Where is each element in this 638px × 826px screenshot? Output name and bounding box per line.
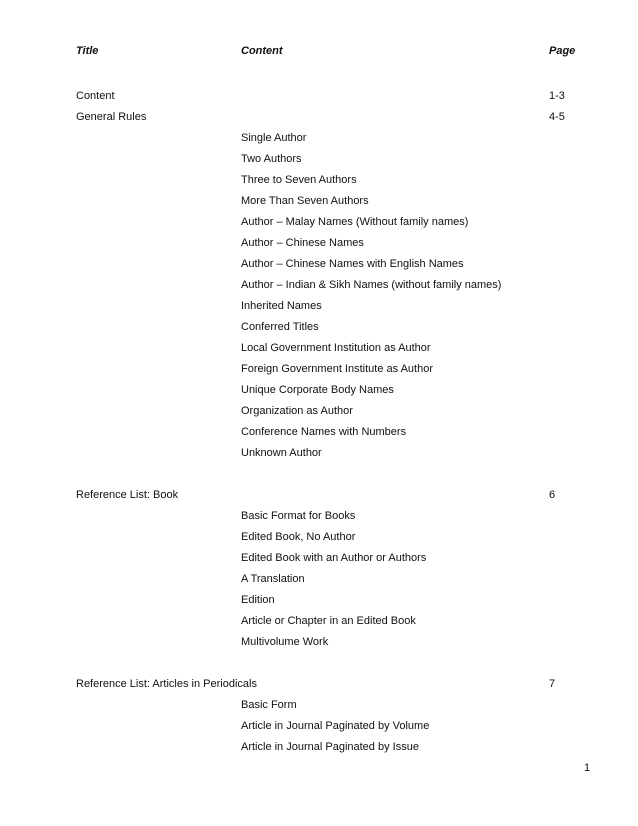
content-row bbox=[0, 380, 638, 401]
table-of-contents bbox=[0, 86, 638, 758]
content-item: Unknown Author bbox=[241, 447, 322, 459]
content-row bbox=[0, 296, 638, 317]
content-row bbox=[0, 632, 638, 653]
content-item: Organization as Author bbox=[241, 405, 353, 417]
table-header bbox=[0, 45, 638, 61]
content-item: Author – Chinese Names bbox=[241, 237, 364, 249]
content-row bbox=[0, 422, 638, 443]
content-item: Article in Journal Paginated by Volume bbox=[241, 720, 430, 732]
content-item: Edition bbox=[241, 594, 275, 606]
content-row bbox=[0, 611, 638, 632]
header-title: Title bbox=[76, 45, 99, 57]
section-title: General Rules bbox=[76, 111, 147, 123]
content-item: Conference Names with Numbers bbox=[241, 426, 407, 438]
content-item: Basic Format for Books bbox=[241, 510, 356, 522]
content-row bbox=[0, 317, 638, 338]
section-spacer bbox=[0, 653, 638, 674]
content-row bbox=[0, 170, 638, 191]
section-title: Content bbox=[76, 90, 115, 102]
content-item: Article in Journal Paginated by Issue bbox=[241, 741, 419, 753]
content-item: Edited Book, No Author bbox=[241, 531, 356, 543]
content-item: Author – Malay Names (Without family names) bbox=[241, 216, 469, 228]
content-row bbox=[0, 149, 638, 170]
content-row bbox=[0, 359, 638, 380]
content-item: Unique Corporate Body Names bbox=[241, 384, 394, 396]
page-number: 1 bbox=[584, 762, 591, 774]
content-item: Article or Chapter in an Edited Book bbox=[241, 615, 416, 627]
content-row bbox=[0, 401, 638, 422]
section-row bbox=[0, 107, 638, 128]
content-row bbox=[0, 128, 638, 149]
section-page: 1-3 bbox=[549, 90, 565, 102]
content-item: Local Government Institution as Author bbox=[241, 342, 431, 354]
content-item: Conferred Titles bbox=[241, 321, 319, 333]
content-item: A Translation bbox=[241, 573, 305, 585]
content-item: Edited Book with an Author or Authors bbox=[241, 552, 427, 564]
content-item: Three to Seven Authors bbox=[241, 174, 357, 186]
content-row bbox=[0, 548, 638, 569]
section-row bbox=[0, 86, 638, 107]
content-item: More Than Seven Authors bbox=[241, 195, 369, 207]
content-row bbox=[0, 338, 638, 359]
content-item: Author – Chinese Names with English Names bbox=[241, 258, 464, 270]
section-page: 6 bbox=[549, 489, 556, 501]
content-row bbox=[0, 569, 638, 590]
header-content: Content bbox=[241, 45, 283, 57]
content-row bbox=[0, 233, 638, 254]
content-row bbox=[0, 506, 638, 527]
section-row bbox=[0, 485, 638, 506]
content-item: Multivolume Work bbox=[241, 636, 329, 648]
content-row bbox=[0, 695, 638, 716]
content-row bbox=[0, 191, 638, 212]
content-row bbox=[0, 590, 638, 611]
content-item: Inherited Names bbox=[241, 300, 322, 312]
header-page: Page bbox=[549, 45, 576, 57]
content-item: Two Authors bbox=[241, 153, 302, 165]
section-spacer bbox=[0, 464, 638, 485]
content-row bbox=[0, 443, 638, 464]
section-page: 7 bbox=[549, 678, 556, 690]
content-item: Basic Form bbox=[241, 699, 297, 711]
section-title: Reference List: Book bbox=[76, 489, 179, 501]
content-row bbox=[0, 275, 638, 296]
section-title: Reference List: Articles in Periodicals bbox=[76, 678, 257, 690]
content-item: Single Author bbox=[241, 132, 307, 144]
content-row bbox=[0, 527, 638, 548]
section-row bbox=[0, 674, 638, 695]
section-page: 4-5 bbox=[549, 111, 565, 123]
content-row bbox=[0, 212, 638, 233]
content-item: Author – Indian & Sikh Names (without family names) bbox=[241, 279, 502, 291]
content-row bbox=[0, 254, 638, 275]
content-row bbox=[0, 716, 638, 737]
content-item: Foreign Government Institute as Author bbox=[241, 363, 433, 375]
content-row bbox=[0, 737, 638, 758]
